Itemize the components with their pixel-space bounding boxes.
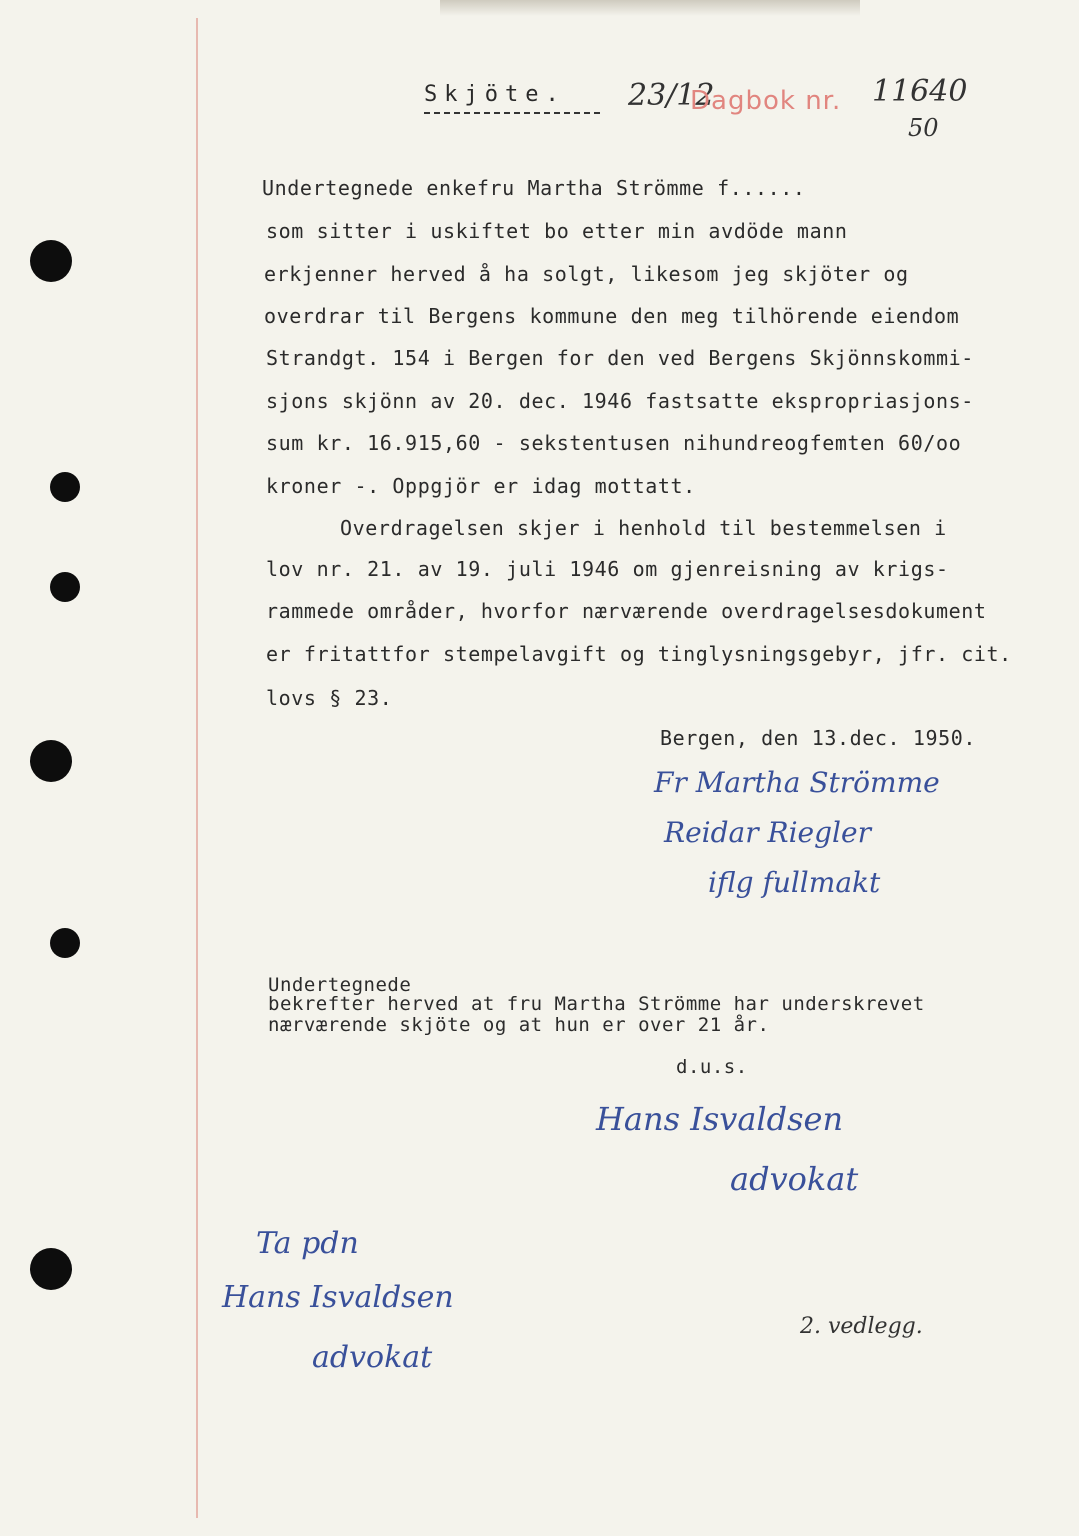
signature-line: Fr Martha Strömme bbox=[654, 766, 940, 799]
body-line: sum kr. 16.915,60 - sekstentusen nihundreogfemten 60/oo bbox=[266, 431, 962, 455]
margin-line bbox=[196, 18, 198, 1518]
body-line: overdrar til Bergens kommune den meg tilhörende eiendom bbox=[264, 304, 960, 328]
heading-underline bbox=[424, 112, 600, 114]
margin-note-line: Hans Isvaldsen bbox=[222, 1280, 454, 1315]
body-line: Undertegnede enkefru Martha Strömme f...... bbox=[262, 176, 806, 200]
body-line: Strandgt. 154 i Bergen for den ved Bergens Skjönnskommi- bbox=[266, 346, 974, 370]
body-line: som sitter i uskiftet bo etter min avdöde mann bbox=[266, 219, 848, 243]
place-date: Bergen, den 13.dec. 1950. bbox=[660, 726, 977, 750]
body-line: erkjenner herved å ha solgt, likesom jeg skjöter og bbox=[264, 262, 909, 286]
punch-hole bbox=[30, 240, 72, 282]
body-line: lovs § 23. bbox=[266, 686, 393, 710]
body-line: Overdragelsen skjer i henhold til bestemmelsen i bbox=[340, 516, 947, 540]
signature-line: Reidar Riegler bbox=[664, 816, 871, 849]
margin-note-line: advokat bbox=[312, 1340, 433, 1375]
confirmation-line: bekrefter herved at fru Martha Strömme har underskrevet bbox=[268, 993, 925, 1015]
dagbok-stamp: Dagbok nr. bbox=[690, 86, 842, 116]
handwritten-date: 23/12 bbox=[628, 78, 715, 113]
confirmation-line: nærværende skjöte og at hun er over 21 år. bbox=[268, 1014, 770, 1036]
lawyer-title: advokat bbox=[730, 1160, 859, 1198]
lawyer-signature: Hans Isvaldsen bbox=[596, 1100, 844, 1138]
body-line: lov nr. 21. av 19. juli 1946 om gjenreisning av krigs- bbox=[266, 557, 949, 581]
punch-hole bbox=[50, 928, 80, 958]
punch-hole bbox=[30, 740, 72, 782]
signature-line: iflg fullmakt bbox=[708, 866, 881, 899]
body-line: kroner -. Oppgjör er idag mottatt. bbox=[266, 474, 696, 498]
body-line: rammede områder, hvorfor nærværende overdragelsesdokument bbox=[266, 599, 987, 623]
body-line: sjons skjönn av 20. dec. 1946 fastsatte ekspropriasjons- bbox=[266, 389, 974, 413]
punch-hole bbox=[30, 1248, 72, 1290]
scan-shadow bbox=[440, 0, 860, 16]
confirmation-line: Undertegnede bbox=[268, 974, 412, 996]
dus-text: d.u.s. bbox=[676, 1056, 748, 1078]
document-heading: Skjöte. bbox=[424, 82, 566, 107]
handwritten-number: 11640 bbox=[872, 74, 968, 109]
body-line: er fritattfor stempelavgift og tinglysningsgebyr, jfr. cit. bbox=[266, 642, 1012, 666]
handwritten-year: 50 bbox=[908, 114, 939, 142]
punch-hole bbox=[50, 472, 80, 502]
attachment-note: 2. vedlegg. bbox=[800, 1314, 923, 1339]
punch-hole bbox=[50, 572, 80, 602]
margin-note-line: Ta pdn bbox=[256, 1226, 359, 1261]
